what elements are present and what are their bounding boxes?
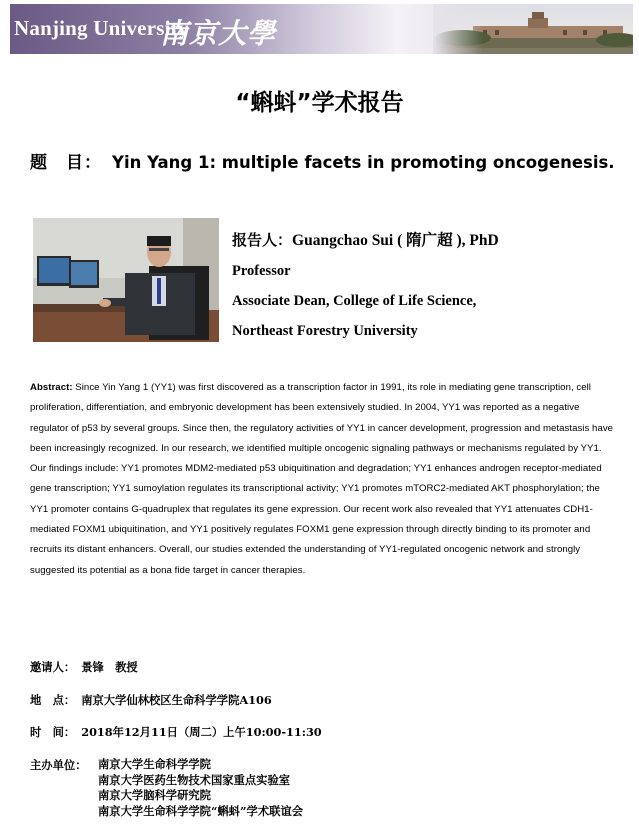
topic-label: 题 目： xyxy=(30,153,102,173)
time-line xyxy=(30,724,322,740)
abstract xyxy=(30,378,620,581)
time-value: 2018年12月11日（周二）上午10:00-11:30 xyxy=(81,725,322,739)
abstract-label: Abstract: xyxy=(30,382,73,393)
header-banner xyxy=(10,4,633,54)
speaker-title: Professor xyxy=(232,263,291,279)
place-line xyxy=(30,692,272,708)
host-item: 南京大学生命科学学院 xyxy=(98,757,211,771)
abstract-text: Since Yin Yang 1 (YY1) was first discovered as a transcription factor in 1991, its role in mediating gene transcription, cell proliferation, differentiation, and embryonic development has been extensively studied. In 2004, YY1 was reported as a negative regulator of p53 by several groups. Since then, the regulatory activities of YY1 in cancer development, progression and metastasis have been increasingly recognized. In our research, we identified multiple oncogenic signaling pathways or mechanisms regulated by YY1. Our findings include: YY1 promotes MDM2-mediated p53 ubiquitination and degradation; YY1 enhances androgen receptor-mediated gene transcription; YY1 sumoylation regulates its transcriptional activity; YY1 promotes mTORC2-mediated AKT phosphorylation; the YY1 promoter contains G-quadruplex that regulates its gene expression. Our recent work also revealed that YY1 attenuates CDH1-mediated FOXM1 ubiquitination, and YY1 positively regulates FOXM1 gene expression through directly binding to its promoter and recruits its distant enhancers. Overall, our studies extended the understanding of YY1-regulated oncogenic network and strongly suggested its potential as a bona fide target in cancer therapies. xyxy=(30,382,614,576)
inviter-line xyxy=(30,659,138,675)
speaker-position: Associate Dean, College of Life Science, xyxy=(232,293,477,309)
speaker-name: Guangchao Sui ( 隋广超 ), PhD xyxy=(292,232,499,249)
banner-university-logo: 南京大學 xyxy=(160,17,277,50)
place-value: 南京大学仙林校区生命科学学院A106 xyxy=(81,693,272,707)
host-list xyxy=(98,757,303,819)
host-label-line xyxy=(30,757,87,773)
host-item: 南京大学生命科学学院“蝌蚪”学术联谊会 xyxy=(98,803,304,818)
speaker-label: 报告人： xyxy=(232,231,293,249)
campus-photo xyxy=(433,4,633,54)
host-item: 南京大学医药生物技术国家重点实验室 xyxy=(98,772,291,787)
time-label: 时 间： xyxy=(30,725,76,739)
speaker-photo xyxy=(33,218,219,342)
speaker-affiliation: Northeast Forestry University xyxy=(232,323,418,339)
speaker-name-line xyxy=(232,228,499,250)
banner-university-name: Nanjing University xyxy=(14,16,189,40)
place-label: 地 点： xyxy=(30,693,76,707)
talk-topic xyxy=(30,148,615,173)
speaker-info xyxy=(232,228,499,340)
host-label: 主办单位： xyxy=(30,758,87,772)
inviter-label: 邀请人： xyxy=(30,660,76,674)
page-title: “蝌蚪”学术报告 xyxy=(235,90,404,116)
host-item: 南京大学脑科学研究院 xyxy=(98,788,211,802)
inviter-value: 景锋 教授 xyxy=(81,660,138,674)
topic-text: Yin Yang 1: multiple facets in promoting oncogenesis. xyxy=(112,153,615,172)
